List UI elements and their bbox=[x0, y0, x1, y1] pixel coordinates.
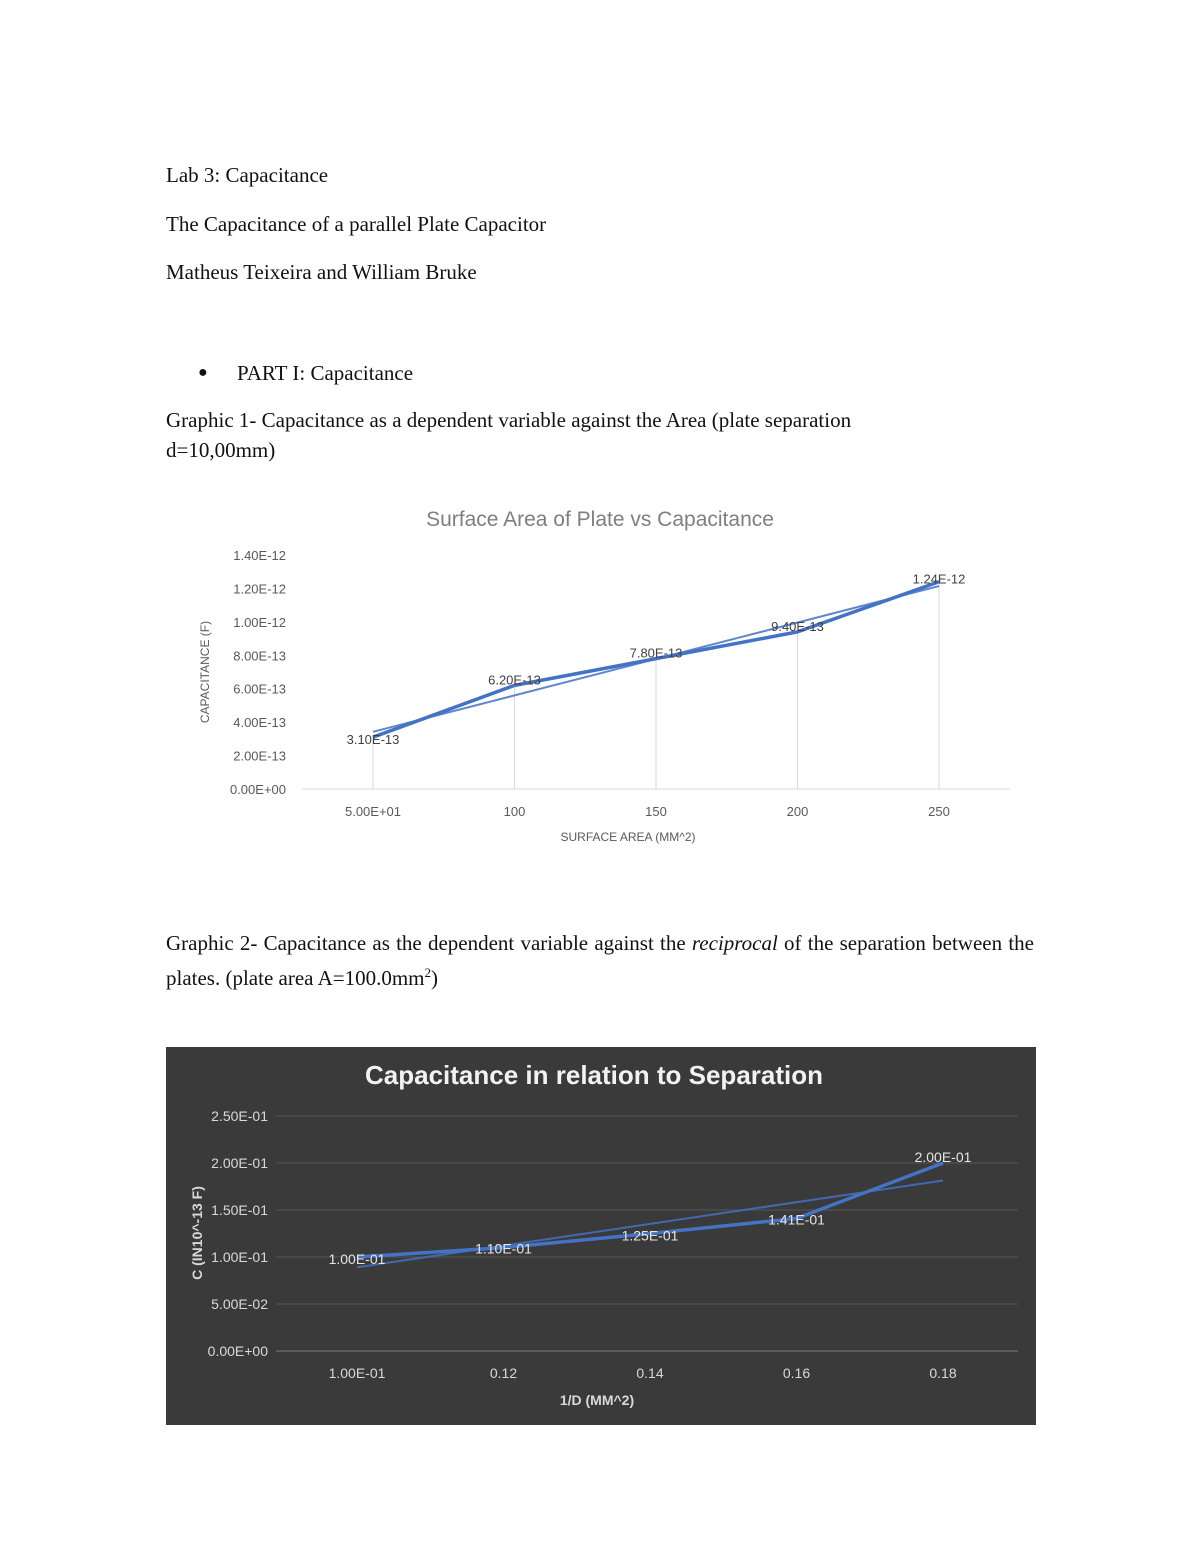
x-axis-title: SURFACE AREA (MM^2) bbox=[560, 830, 696, 844]
data-label: 6.20E-13 bbox=[488, 672, 541, 688]
x-tick-label: 200 bbox=[786, 804, 809, 819]
bullet-icon: ● bbox=[198, 364, 208, 381]
data-label: 2.00E-01 bbox=[914, 1149, 972, 1165]
graphic1-caption-line2: d=10,00mm) bbox=[166, 438, 276, 462]
x-axis-title: 1/D (MM^2) bbox=[559, 1392, 635, 1408]
section-heading: PART I: Capacitance bbox=[237, 361, 414, 385]
y-tick-label: 4.00E-13 bbox=[233, 715, 286, 731]
x-tick-label: 0.18 bbox=[929, 1365, 957, 1381]
chart-title: Capacitance in relation to Separation bbox=[365, 1060, 823, 1090]
document-title: Lab 3: Capacitance bbox=[166, 163, 329, 187]
data-label: 9.40E-13 bbox=[771, 618, 824, 634]
graphic2-caption-italic: reciprocal bbox=[691, 931, 778, 955]
y-tick-label: 2.00E-13 bbox=[233, 748, 286, 764]
document-subtitle: The Capacitance of a parallel Plate Capacitor bbox=[166, 212, 547, 236]
x-tick-label: 0.12 bbox=[489, 1365, 518, 1381]
y-axis-title: C (IN10^-13 F) bbox=[189, 1186, 205, 1280]
y-tick-label: 1.00E-01 bbox=[211, 1249, 268, 1265]
authors: Matheus Teixeira and William Bruke bbox=[166, 260, 477, 284]
y-tick-label: 5.00E-02 bbox=[211, 1296, 268, 1312]
chart-separation bbox=[166, 1047, 1036, 1425]
graphic2-caption-suffix: of the separation between the plates. (plate area A=100.0mm bbox=[166, 931, 1034, 990]
graphic2-caption-end: ) bbox=[431, 966, 439, 990]
y-tick-label: 1.00E-12 bbox=[233, 614, 286, 630]
x-tick-label: 5.00E+01 bbox=[344, 804, 402, 819]
y-tick-label: 8.00E-13 bbox=[233, 648, 286, 664]
data-label: 1.41E-01 bbox=[768, 1211, 825, 1228]
data-label: 1.25E-01 bbox=[621, 1227, 679, 1244]
data-label: 1.00E-01 bbox=[328, 1251, 386, 1267]
y-tick-label: 1.20E-12 bbox=[233, 581, 286, 597]
data-label: 1.10E-01 bbox=[475, 1240, 532, 1257]
y-tick-label: 2.50E-01 bbox=[211, 1108, 268, 1124]
x-tick-label: 0.14 bbox=[636, 1365, 664, 1381]
data-label: 7.80E-13 bbox=[629, 645, 683, 661]
data-label: 1.24E-12 bbox=[912, 571, 966, 587]
data-label: 3.10E-13 bbox=[346, 732, 400, 748]
chart-surface-area-svg bbox=[172, 486, 1032, 864]
y-tick-label: 1.50E-01 bbox=[211, 1202, 268, 1218]
y-tick-label: 2.00E-01 bbox=[211, 1155, 268, 1171]
x-tick-label: 1.00E-01 bbox=[328, 1365, 386, 1381]
graphic2-caption bbox=[166, 928, 1034, 993]
y-tick-label: 0.00E+00 bbox=[207, 1343, 268, 1359]
y-tick-label: 0.00E+00 bbox=[229, 782, 286, 797]
graphic1-caption-line1: Graphic 1- Capacitance as a dependent variable against the Area (plate separation bbox=[166, 408, 852, 432]
x-tick-label: 250 bbox=[928, 804, 950, 819]
x-tick-label: 150 bbox=[645, 804, 667, 819]
y-tick-label: 6.00E-13 bbox=[233, 681, 286, 697]
y-tick-label: 1.40E-12 bbox=[233, 548, 286, 563]
chart-surface-area bbox=[172, 486, 1032, 864]
graphic2-caption-sup: 2 bbox=[424, 965, 432, 980]
y-axis-title: CAPACITANCE (F) bbox=[198, 620, 212, 724]
chart-separation-svg bbox=[166, 1047, 1036, 1425]
x-tick-label: 100 bbox=[503, 804, 526, 819]
chart-background bbox=[166, 1047, 1036, 1425]
chart-title: Surface Area of Plate vs Capacitance bbox=[426, 508, 774, 531]
chart-background bbox=[172, 486, 1032, 864]
x-tick-label: 0.16 bbox=[782, 1365, 811, 1381]
graphic2-caption-prefix: Graphic 2- Capacitance as the dependent variable against the bbox=[166, 931, 692, 955]
